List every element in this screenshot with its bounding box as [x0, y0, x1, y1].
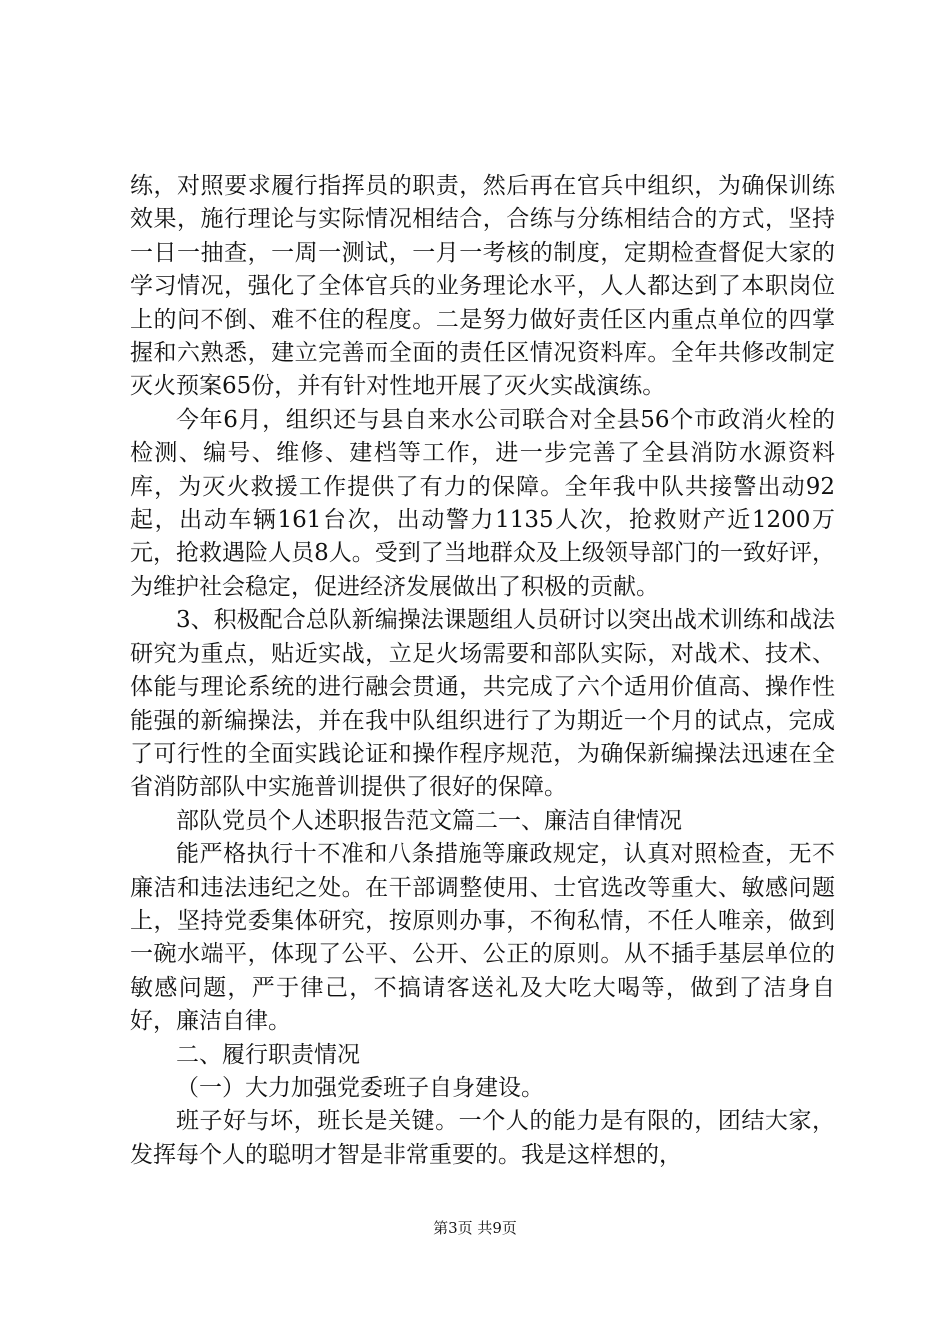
page-footer: 第3页 共9页 [433, 1219, 517, 1237]
document-body [130, 170, 835, 1172]
section-heading-2: 部队党员个人述职报告范文篇二一、廉洁自律情况 [176, 807, 682, 834]
paragraph-1: 练，对照要求履行指挥员的职责，然后再在官兵中组织，为确保训练效果，施行理论与实际情况相结合，合练与分练相结合的方式，坚持一日一抽查，一周一测试，一月一考核的制度，定期检查督促大家的学习情况，强化了全体官兵的业务理论水平，人人都达到了本职岗位上的问不倒、难不住的程度。二是努力做好责任区内重点单位的四掌握和六熟悉，建立完善而全面的责任区情况资料库。全年共修改制定灭火预案65份，并有针对性地开展了灭火实战演练。 [130, 173, 835, 400]
paragraph-5: 能严格执行十不准和八条措施等廉政规定，认真对照检查，无不廉洁和违法违纪之处。在干部调整使用、士官选改等重大、敏感问题上，坚持党委集体研究，按原则办事，不徇私情，不任人唯亲，做到一碗水端平，体现了公平、公开、公正的原则。从不插手基层单位的敏感问题，严于律己，不搞请客送礼及大吃大喝等，做到了洁身自好，廉洁自律。 [130, 841, 835, 1035]
paragraph-3: 3、积极配合总队新编操法课题组人员研讨以突出战术训练和战法研究为重点，贴近实战，立足火场需要和部队实际，对战术、技术、体能与理论系统的进行融会贯通，共完成了六个适用价值高、操作性能强的新编操法，并在我中队组织进行了为期近一个月的试点，完成了可行性的全面实践论证和操作程序规范，为确保新编操法迅速在全省消防部队中实施普训提供了很好的保障。 [130, 607, 835, 801]
subsection-heading-1: （一）大力加强党委班子自身建设。 [176, 1074, 544, 1101]
section-heading-duties: 二、履行职责情况 [176, 1041, 360, 1068]
paragraph-8: 班子好与坏，班长是关键。一个人的能力是有限的，团结大家，发挥每个人的聪明才智是非常重要的。我是这样想的， [130, 1108, 835, 1168]
paragraph-2: 今年6月，组织还与县自来水公司联合对全县56个市政消火栓的检测、编号、维修、建档等工作，进一步完善了全县消防水源资料库，为灭火救援工作提供了有力的保障。全年我中队共接警出动92起，出动车辆161台次，出动警力1135人次，抢救财产近1200万元，抢救遇险人员8人。受到了当地群众及上级领导部门的一致好评，为维护社会稳定，促进经济发展做出了积极的贡献。 [130, 406, 835, 600]
